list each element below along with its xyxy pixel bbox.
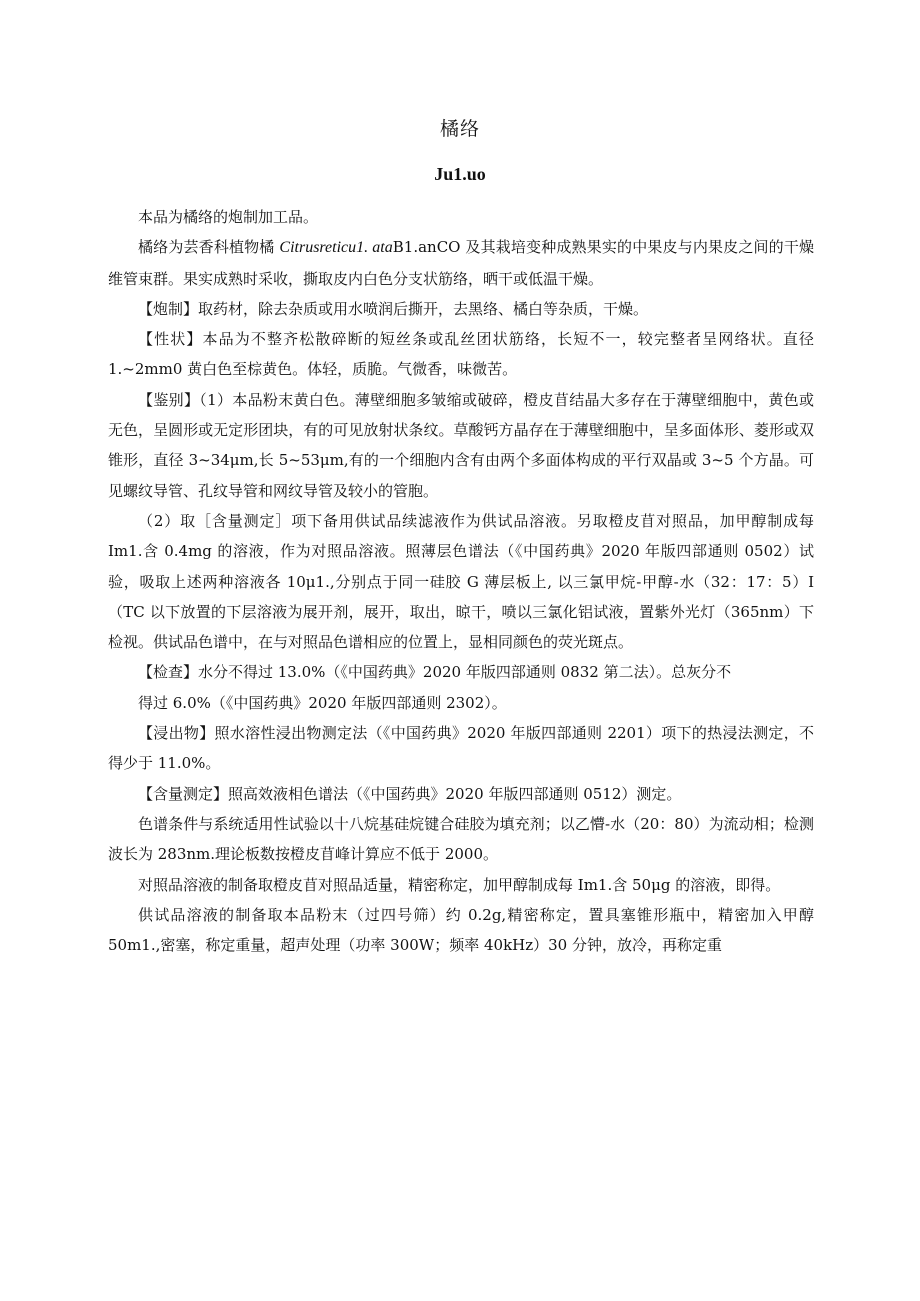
paragraph-identification-2: （2）取［含量测定］项下备用供试品续滤液作为供试品溶液。另取橙皮苜对照品，加甲醇制成每 Im1.含 0.4mg 的溶液，作为对照品溶液。照薄层色谱法（《中国药典》2020 年版四部通则 0502）试验，吸取上述两种溶液各 10μ1.,分别点于同一硅胶 G 薄层板上, 以三氯甲烷-甲醇-水（32：17：5）I（TC 以下放置的下层溶液为展开剂，展开，取出，晾干，喷以三氯化铝试液，置紫外光灯（365nm）下检视。供试品色谱中，在与对照品色谱相应的位置上，显相同颜色的荧光斑点。 [108, 511, 814, 652]
paragraph-chromatography: 色谱条件与系统适用性试验以十八烷基硅烷键合硅胶为填充剂；以乙懵-水（20：80）为流动相；检测波长为 283nm.理论板数按橙皮苜峰计算应不低于 2000。 [108, 814, 814, 864]
paragraph-characters: 【性状】本品为不整齐松散碎断的短丝条或乱丝团状筋络，长短不一，较完整者呈网络状。直径 1.~2mm0 黄白色至棕黄色。体轻，质脆。气微香，味微苦。 [108, 330, 814, 379]
paragraph-intro: 本品为橘络的炮制加工品。 [138, 208, 319, 226]
document-body [108, 202, 814, 960]
paragraph-extract: 【浸出物】照水溶性浸出物测定法（《中国药典》2020 年版四部通则 2201）项下的热浸法测定，不得少于 11.0%。 [108, 724, 814, 773]
paragraph-inspection-cont: 得过 6.0%（《中国药典》2020 年版四部通则 2302）。 [138, 693, 507, 712]
latin-species-name: Citrusreticu1. ata [279, 239, 393, 257]
paragraph-source [108, 232, 814, 294]
paragraph-assay: 【含量测定】照高效液相色谱法（《中国药典》2020 年版四部通则 0512）测定。 [138, 784, 682, 803]
paragraph-processing: 【炮制】取药材，除去杂质或用水喷润后撕开，去黑络、橘白等杂质，干燥。 [138, 299, 649, 318]
paragraph-reference-solution: 对照品溶液的制备取橙皮苜对照品适量，精密称定，加甲醇制成每 Im1.含 50μg 的溶液，即得。 [138, 875, 781, 894]
paragraph-source-lead: 橘络为芸香科植物橘 [138, 238, 280, 257]
paragraph-inspection: 【检查】水分不得过 13.0%（《中国药典》2020 年版四部通则 0832 第二法）。总灰分不 [138, 663, 732, 682]
document-title: 橘络 [439, 118, 480, 140]
paragraph-test-solution: 供试品溶液的制备取本品粉末（过四号筛）约 0.2g,精密称定，置具塞锥形瓶中，精密加入甲醇 50m1.,密塞，称定重量，超声处理（功率 300W；频率 40kHz）30 分钟，放冷，再称定重 [108, 905, 814, 955]
paragraph-source-rest: B1.anCO 及其栽培变种成熟果实的中果皮与内果皮之间的干燥维管束群。果实成熟时采收，撕取皮内白色分支状筋络，晒干或低温干燥。 [108, 238, 815, 288]
document-subtitle: Ju1.uo [434, 164, 486, 184]
paragraph-identification-1: 【鉴别】（1）本品粉末黄白色。薄壁细胞多皱缩或破碎，橙皮苜结晶大多存在于薄壁细胞中，黄色或无色，呈圆形或无定形团块，有的可见放射状条纹。草酸钙方晶存在于薄壁细胞中，呈多面体形、菱形或双锥形，直径 3~34μm,长 5~53μm,有的一个细胞内含有由两个多面体构成的平行双晶或 3~5 个方晶。可见螺纹导管、孔纹导管和网纹导管及较小的管胞。 [108, 390, 814, 500]
